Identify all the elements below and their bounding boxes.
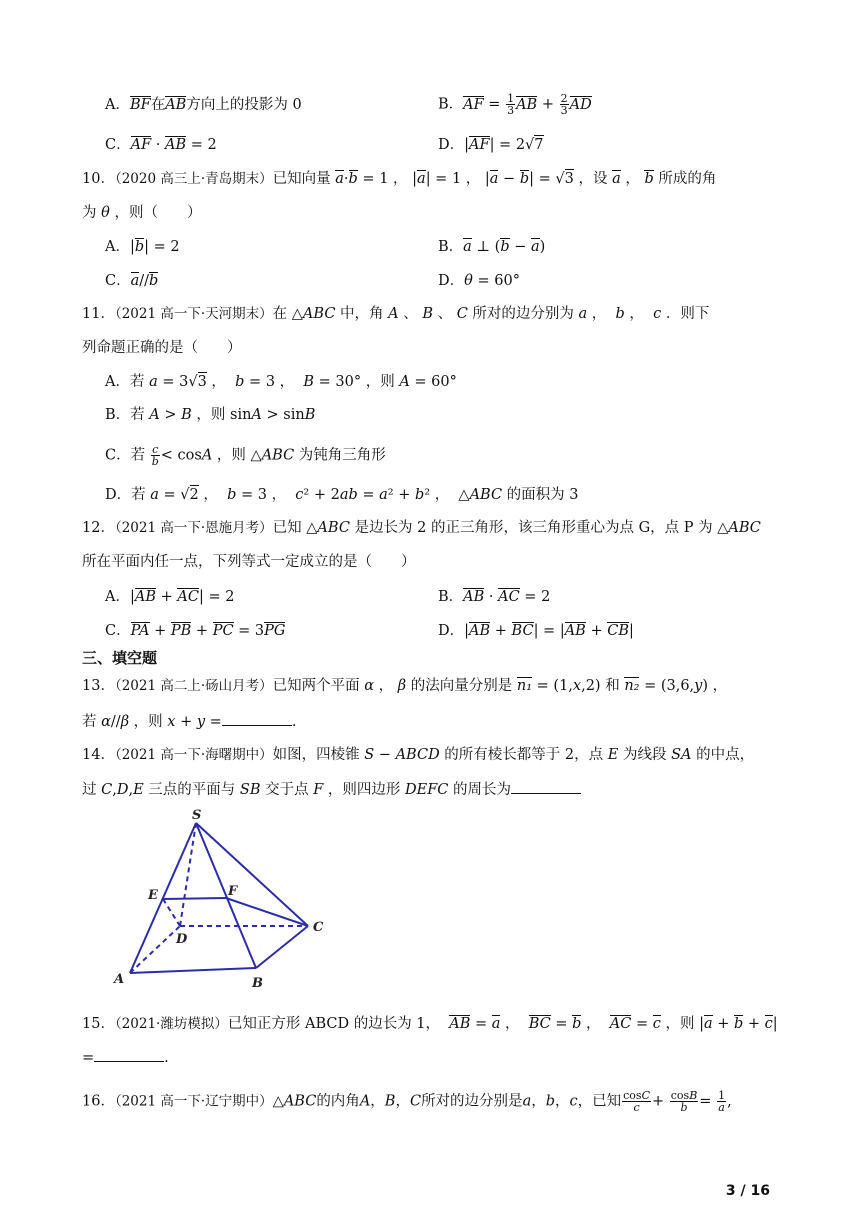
edge-bc	[256, 926, 308, 968]
section-heading: 三、填空题	[82, 649, 158, 667]
q9-option-d: D．|AF| = 2√7	[438, 137, 544, 153]
edge-sc	[196, 823, 308, 926]
label-a: A	[114, 972, 125, 987]
edge-ab	[130, 968, 256, 973]
q9-option-b: B．AF = $\frac{1}{3}$ AB + $\frac{2}{3}$ AD	[438, 92, 592, 117]
q10-stem-1: 10．（2020 高三上·青岛期末）已知向量 a·b = 1 ， |a| = 1 ， |a − b| = √3 ，设 a ， b 所成的角	[82, 171, 717, 187]
q12-stem-1: 12．（2021 高一下·恩施月考）已知 △ABC 是边长为 2 的正三角形，该三角形重心为点 G，点 P 为 △ABC	[82, 520, 761, 536]
label-b: B	[252, 976, 263, 991]
q11-option-c: C．若 $\frac{c}{b}$ < cosA ，则 △ABC 为钝角三角形	[105, 443, 386, 468]
q12-option-d: D．|AB + BC| = |AB + CB|	[438, 623, 634, 639]
q9-option-a: A．BF在AB方向上的投影为 0	[105, 97, 302, 113]
q12-option-b: B．AB · AC = 2	[438, 589, 551, 605]
label-c: C	[313, 920, 324, 935]
q12-option-c: C．PA + PB + PC = 3PG	[105, 623, 286, 639]
q14-stem-2: 过 C,D,E 三点的平面与 SB 交于点 F ，则四边形 DEFC 的周长为	[82, 779, 581, 800]
edge-sb	[196, 823, 256, 968]
q10-option-c: C．a//b	[105, 273, 159, 289]
q16-stem-1: 16．（2021 高一下·辽宁期中）△ABC的内角A，B，C所对的边分别是a，b，c，已知 $\frac{\cos C}{c}$ + $\frac{\cos B}{b}$ = $\frac{1}{a}$ ,	[82, 1089, 732, 1114]
q11-option-b: B．若 A > B ，则 sinA > sinB	[105, 407, 316, 423]
q9-option-c: C．AF · AB = 2	[105, 137, 217, 153]
edge-sd	[180, 823, 196, 926]
q15-stem-1: 15．（2021·潍坊模拟）已知正方形 ABCD 的边长为 1， AB = a ， BC = b ， AC = c ，则 |a + b + c|	[82, 1016, 778, 1032]
q12-option-a: A．|AB + AC| = 2	[105, 589, 235, 605]
label-e: E	[148, 888, 158, 903]
pyramid-figure	[100, 805, 340, 995]
label-d: D	[176, 932, 188, 947]
q10-stem-2: 为 θ ，则（ ）	[82, 205, 202, 221]
q12-stem-2: 所在平面内任一点，下列等式一定成立的是（ ）	[82, 554, 416, 570]
q10-option-d: D．θ = 60°	[438, 273, 520, 289]
edge-ad	[130, 926, 180, 973]
label-s: S	[192, 808, 202, 823]
q13-stem-1: 13．（2021 高二上·砀山月考）已知两个平面 α ， β 的法向量分别是 n₁ = (1,x,2) 和 n₂ = (3,6,y) ，	[82, 678, 728, 694]
edge-fc	[226, 898, 308, 926]
q14-stem-1: 14．（2021 高一下·海曙期中）如图，四棱锥 S − ABCD 的所有棱长都等于 2，点 E 为线段 SA 的中点，	[82, 747, 755, 763]
q11-stem-1: 11．（2021 高一下·天河期末）在 △ABC 中，角 A 、 B 、 C 所对的边分别为 a ， b ， c ．则下	[82, 306, 710, 322]
label-f: F	[228, 884, 238, 899]
q13-stem-2: 若 α//β ，则 x + y = .	[82, 711, 296, 732]
q11-stem-2: 列命题正确的是（ ）	[82, 340, 242, 356]
q11-option-a: A．若 a = 3√3 ， b = 3 ， B = 30° ，则 A = 60°	[105, 374, 457, 390]
edge-ef	[163, 898, 226, 899]
answer-blank[interactable]	[94, 1047, 164, 1062]
edge-ed	[163, 899, 180, 926]
q15-stem-2: = .	[82, 1047, 169, 1068]
page-number: 3 / 16	[725, 1183, 770, 1199]
answer-blank[interactable]	[511, 779, 581, 794]
q10-option-b: B．a ⊥ (b − a)	[438, 239, 546, 255]
answer-blank[interactable]	[222, 711, 292, 726]
q11-option-d: D．若 a = √2 ， b = 3 ， c² + 2ab = a² + b² ， △ABC 的面积为 3	[105, 487, 579, 503]
q10-option-a: A．|b| = 2	[105, 239, 180, 255]
